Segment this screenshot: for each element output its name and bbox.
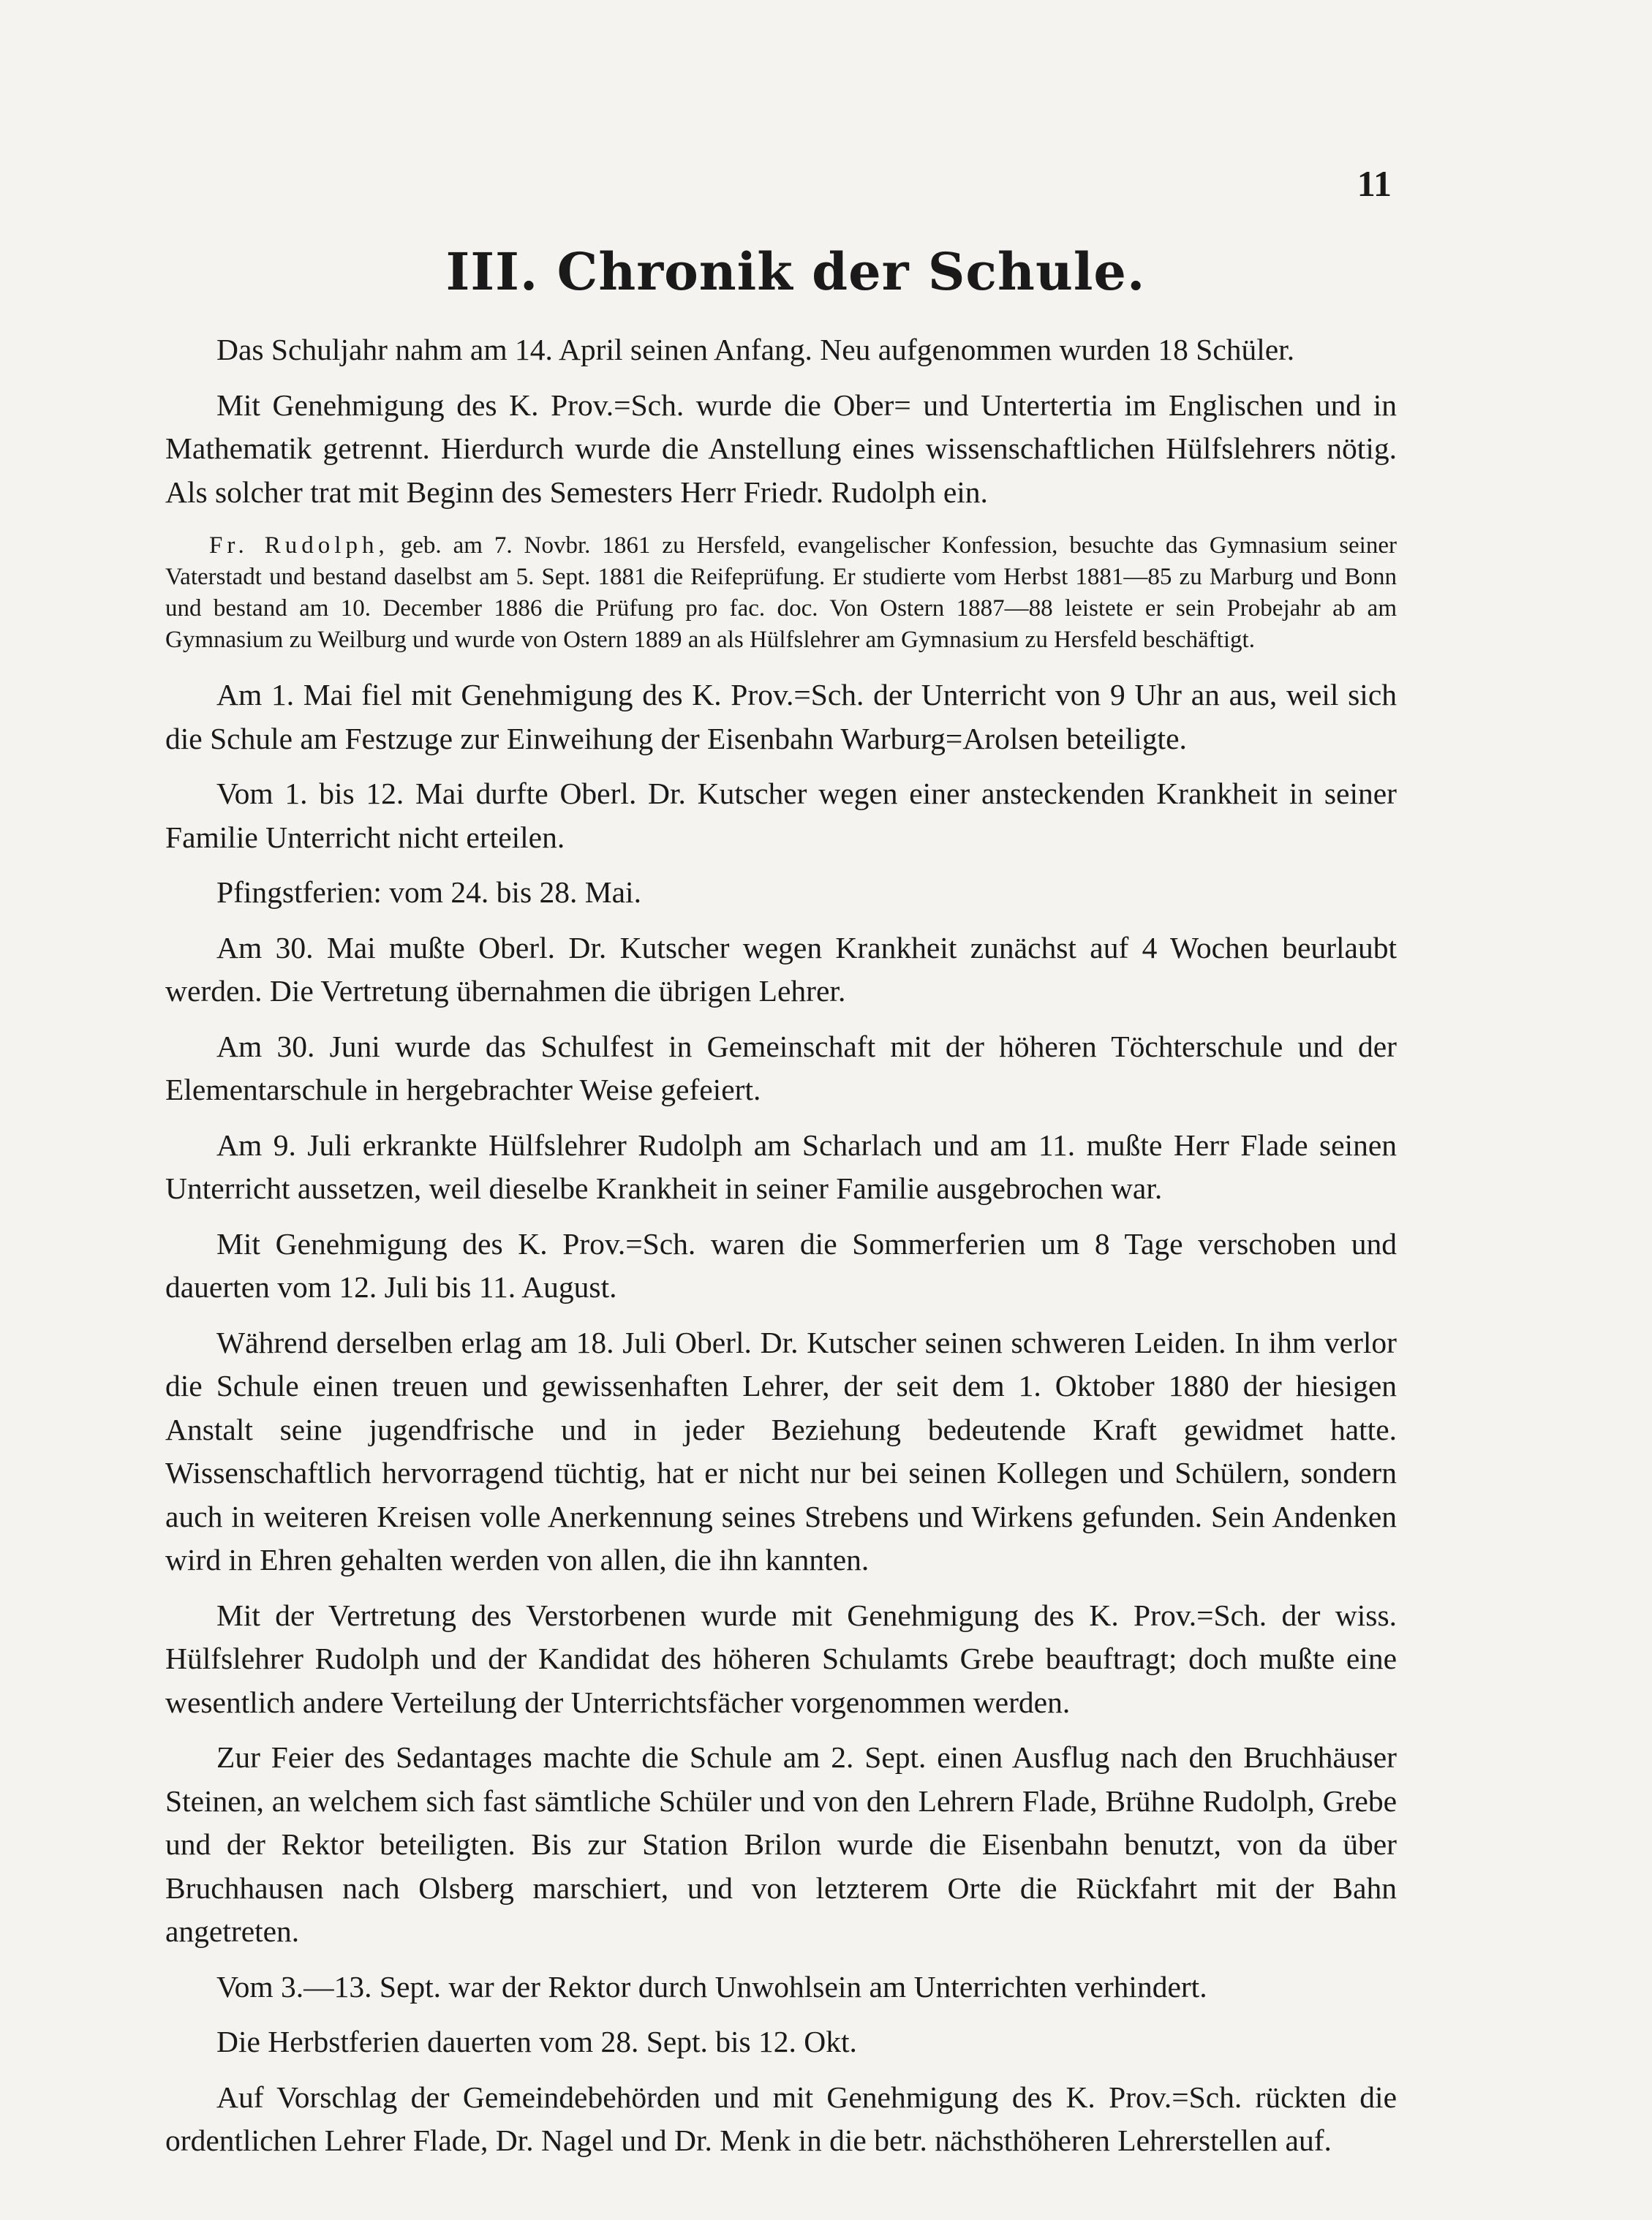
- paragraph-autumn-holidays: Die Herbstferien dauerten vom 28. Sept. bis 12. Okt.: [216, 2025, 857, 2058]
- paragraph-sedan-day: Zur Feier des Sedantages machte die Schule am 2. Sept. einen Ausflug nach den Bruchhäuser Steinen, an welchem sich fast sämtliche Schüler und von den Lehrern Flade, Brühne Rudolph, Grebe und der Rektor beteiligten. Bis zur Station Brilon wurde die Eisenbahn benutzt, von da über Bruchhausen nach Olsberg marschiert, und von letzterem Orte die Rückfahrt mit der Bahn angetreten.: [165, 1740, 1397, 1948]
- paragraph-promotions: Auf Vorschlag der Gemeindebehörden und mit Genehmigung des K. Prov.=Sch. rückten die ordentlichen Lehrer Flade, Dr. Nagel und Dr. Menk in die betr. nächsthöheren Lehrerstellen auf.: [165, 2080, 1397, 2157]
- paragraph-pentecost-holidays: Pfingstferien: vom 24. bis 28. Mai.: [216, 875, 641, 909]
- biography-note: [165, 530, 1397, 656]
- section-title: III. Chronik der Schule.: [445, 241, 1146, 302]
- biography-text: geb. am 7. Novbr. 1861 zu Hersfeld, evangelischer Konfession, besuchte das Gymnasium seiner Vaterstadt und bestand daselbst am 5. Sept. 1881 die Reifeprüfung. Er studierte vom Herbst 1881—85 zu Marburg und Bonn und bestand am 10. December 1886 die Prüfung pro fac. doc. Von Ostern 1887—88 leistete er sein Probejahr ab am Gymnasium zu Weilburg und wurde von Ostern 1889 an als Hülfslehrer am Gymnasium zu Hersfeld beschäftigt.: [165, 532, 1397, 653]
- paragraph-school-festival: Am 30. Juni wurde das Schulfest in Gemeinschaft mit der höheren Töchterschule und der Elementarschule in hergebrachter Weise gefeiert.: [165, 1029, 1397, 1106]
- paragraph-illness-kutscher: Vom 1. bis 12. Mai durfte Oberl. Dr. Kutscher wegen einer ansteckenden Krankheit in seiner Familie Unterricht nicht erteilen.: [165, 777, 1397, 854]
- paragraph-obituary: Während derselben erlag am 18. Juli Oberl. Dr. Kutscher seinen schweren Leiden. In ihm verlor die Schule einen treuen und gewissenhaften Lehrer, der seit dem 1. Oktober 1880 der hiesigen Anstalt seine jugendfrische und in jeder Beziehung bedeutende Kraft gewidmet hatte. Wissenschaftlich hervorragend tüchtig, hat er nicht nur bei seinen Kollegen und Schülern, sondern auch in weiteren Kreisen volle Anerkennung seines Strebens und Wirkens gefunden. Sein Andenken wird in Ehren gehalten werden von allen, die ihn kannten.: [165, 1325, 1397, 1577]
- chronicle-section: [165, 241, 1397, 2175]
- paragraph-scarlet-fever: Am 9. Juli erkrankte Hülfslehrer Rudolph am Scharlach und am 11. mußte Herr Flade seinen Unterricht aussetzen, weil dieselbe Krankheit in seiner Familie ausgebrochen war.: [165, 1128, 1397, 1205]
- page-number: 11: [1357, 163, 1392, 204]
- paragraph-substitution: Mit der Vertretung des Verstorbenen wurde mit Genehmigung des K. Prov.=Sch. der wiss. Hülfslehrer Rudolph und der Kandidat des höheren Schulamts Grebe beauftragt; doch mußte eine wesentlich andere Verteilung der Unterrichtsfächer vorgenommen werden.: [165, 1598, 1397, 1719]
- paragraph-rector-ill: Vom 3.—13. Sept. war der Rektor durch Unwohlsein am Unterrichten verhindert.: [216, 1969, 1207, 2004]
- biography-name: Fr. Rudolph,: [209, 532, 389, 559]
- paragraph-railway-festival: Am 1. Mai fiel mit Genehmigung des K. Prov.=Sch. der Unterricht von 9 Uhr an aus, weil sich die Schule am Festzuge zur Einweihung der Eisenbahn Warburg=Arolsen beteiligte.: [165, 678, 1397, 755]
- paragraph-summer-holidays: Mit Genehmigung des K. Prov.=Sch. waren die Sommerferien um 8 Tage verschoben und dauerten vom 12. Juli bis 11. August.: [165, 1226, 1397, 1304]
- paragraph-new-teacher: Mit Genehmigung des K. Prov.=Sch. wurde die Ober= und Untertertia im Englischen und in Mathematik getrennt. Hierdurch wurde die Anstellung eines wissenschaftlichen Hülfslehrers nötig. Als solcher trat mit Beginn des Semesters Herr Friedr. Rudolph ein.: [165, 388, 1397, 509]
- paragraph-leave-kutscher: Am 30. Mai mußte Oberl. Dr. Kutscher wegen Krankheit zunächst auf 4 Wochen beurlaubt werden. Die Vertretung übernahmen die übrigen Lehrer.: [165, 930, 1397, 1008]
- paragraph-school-year: Das Schuljahr nahm am 14. April seinen Anfang. Neu aufgenommen wurden 18 Schüler.: [216, 333, 1295, 366]
